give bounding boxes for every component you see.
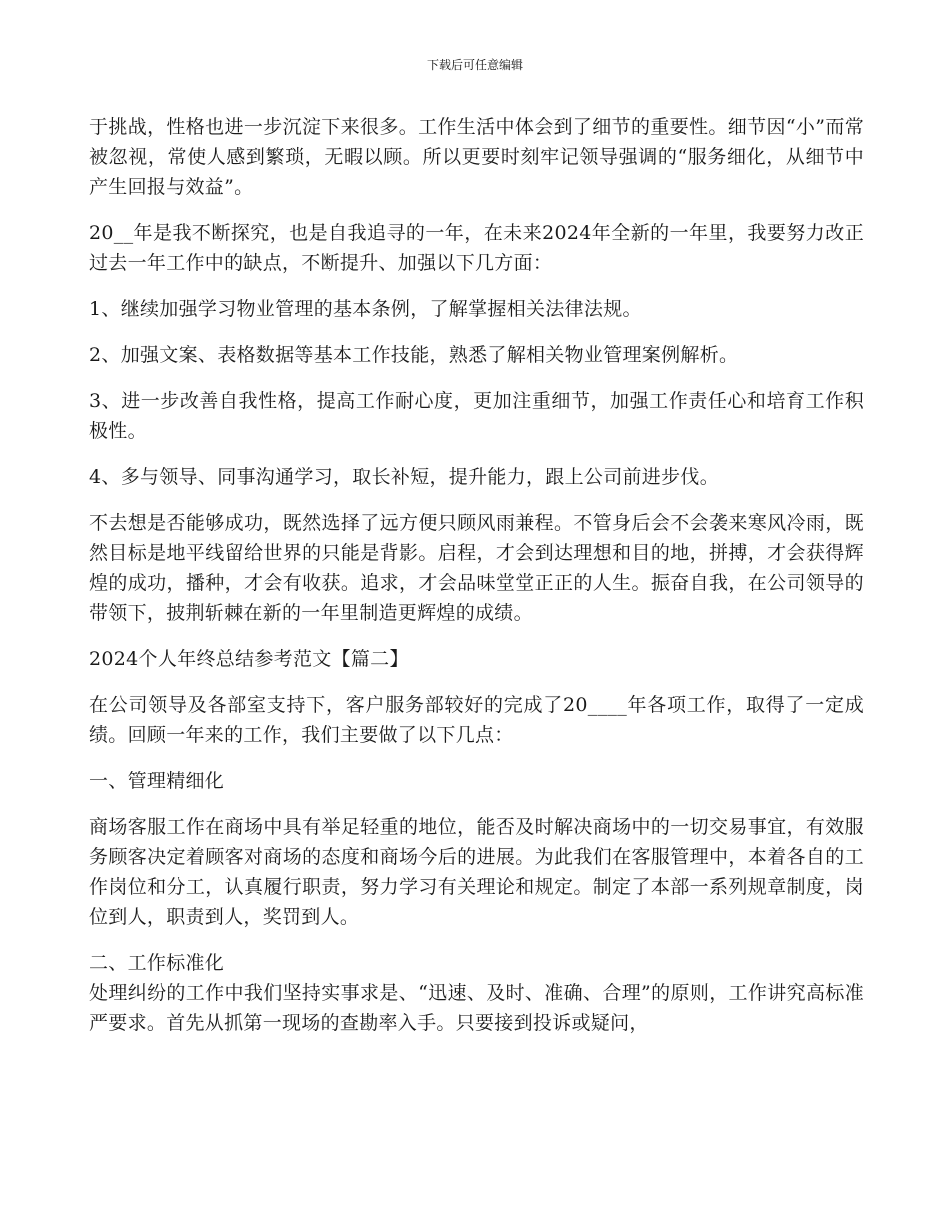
page-header: 下载后可任意编辑	[426, 58, 523, 72]
heading-management: 一、管理精细化	[89, 770, 225, 792]
section-title: 2024个人年终总结参考范文【篇二】	[89, 648, 409, 670]
list-item-1: 1、继续加强学习物业管理的基本条例，了解掌握相关法律法规。	[89, 298, 642, 320]
list-item-3: 3、进一步改善自我性格，提高工作耐心度，更加注重细节，加强工作责任心和培育工作积极性。	[89, 390, 864, 442]
document-body	[89, 112, 864, 1038]
list-item-2: 2、加强文案、表格数据等基本工作技能，熟悉了解相关物业管理案例解析。	[89, 344, 739, 366]
paragraph-closing: 不去想是否能够成功，既然选择了远方便只顾风雨兼程。不管身后会不会袭来寒风冷雨，既然目标是地平线留给世界的只能是背影。启程，才会到达理想和目的地，拼搏，才会获得辉煌的成功，播种，才会有收获。追求，才会品味堂堂正正的人生。振奋自我，在公司领导的带领下，披荆斩棘在新的一年里制造更辉煌的成绩。	[89, 512, 864, 624]
paragraph-overview: 在公司领导及各部室支持下，客户服务部较好的完成了20____年各项工作，取得了一定成绩。回顾一年来的工作，我们主要做了以下几点：	[89, 694, 864, 746]
paragraph-year-plan: 20__年是我不断探究，也是自我追寻的一年，在未来2024年全新的一年里，我要努力改正过去一年工作中的缺点，不断提升、加强以下几方面：	[89, 222, 864, 274]
paragraph-management: 商场客服工作在商场中具有举足轻重的地位，能否及时解决商场中的一切交易事宜，有效服务顾客决定着顾客对商场的态度和商场今后的进展。为此我们在客服管理中，本着各自的工作岗位和分工，认真履行职责，努力学习有关理论和规定。制定了本部一系列规章制度，岗位到人，职责到人，奖罚到人。	[89, 816, 864, 928]
paragraph-standardization: 处理纠纷的工作中我们坚持实事求是、“迅速、及时、准确、合理”的原则，工作讲究高标准严要求。首先从抓第一现场的查勘率入手。只要接到投诉或疑问，	[89, 982, 864, 1034]
paragraph-intro: 于挑战，性格也进一步沉淀下来很多。工作生活中体会到了细节的重要性。细节因“小”而常被忽视，常使人感到繁琐，无暇以顾。所以更要时刻牢记领导强调的“服务细化，从细节中产生回报与效益”。	[89, 116, 864, 198]
heading-standardization: 二、工作标准化	[89, 952, 225, 974]
list-item-4: 4、多与领导、同事沟通学习，取长补短，提升能力，跟上公司前进步伐。	[89, 466, 719, 488]
